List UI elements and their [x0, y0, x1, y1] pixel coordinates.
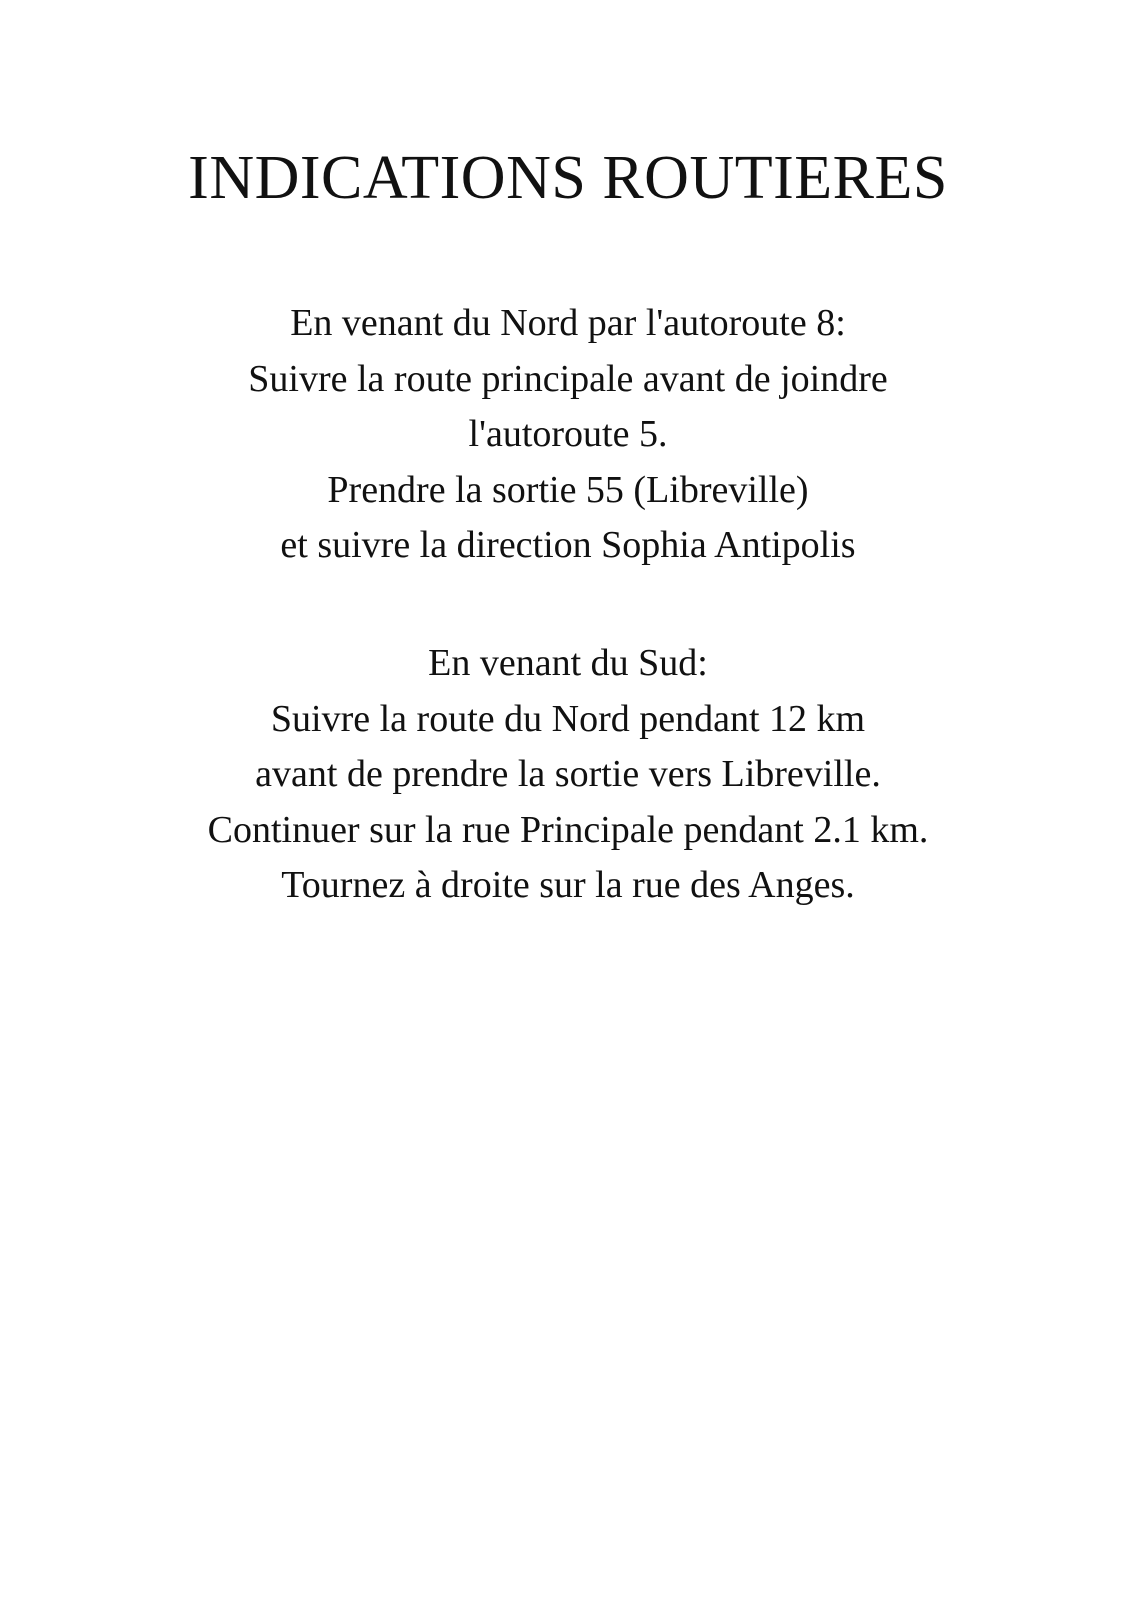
directions-from-north [0, 296, 1136, 574]
north-line: l'autoroute 5. [468, 413, 668, 455]
north-line: Prendre la sortie 55 (Libreville) [327, 468, 809, 511]
south-line: Tournez à droite sur la rue des Anges. [281, 864, 855, 906]
south-line: Continuer sur la rue Principale pendant 2.1 km. [207, 808, 929, 851]
north-line: Suivre la route principale avant de joindre [248, 357, 888, 400]
south-line: avant de prendre la sortie vers Libreville. [255, 753, 881, 795]
south-heading: En venant du Sud: [428, 642, 708, 684]
south-line: Suivre la route du Nord pendant 12 km [270, 697, 866, 740]
page-title: INDICATIONS ROUTIERES [188, 144, 948, 212]
north-heading: En venant du Nord par l'autoroute 8: [290, 302, 846, 344]
directions-from-south [0, 636, 1136, 914]
north-line: et suivre la direction Sophia Antipolis [280, 524, 856, 566]
